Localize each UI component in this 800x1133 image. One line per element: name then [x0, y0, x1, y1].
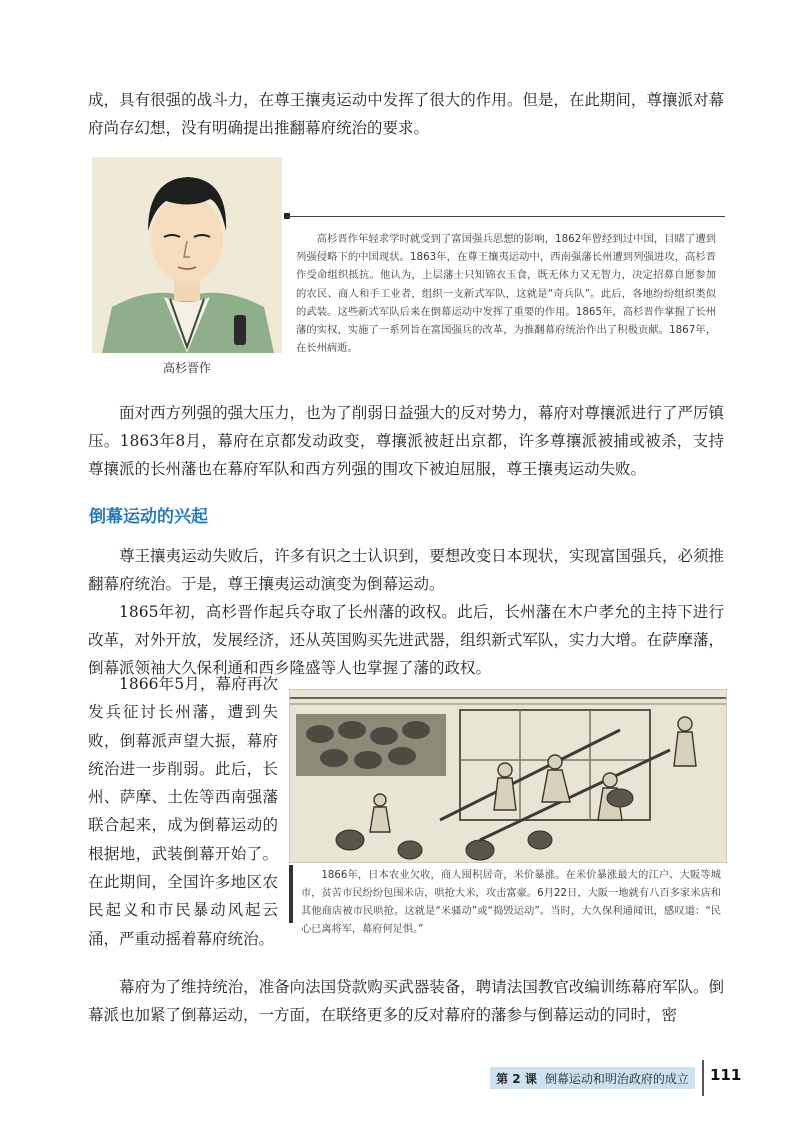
rice-riot-figure — [289, 689, 725, 935]
narrow-paragraph-text: 1866年5月，幕府再次发兵征讨长州藩，遭到失败，倒幕派声望大振，幕府统治进一步削弱。此后，长州、萨摩、土佐等西南强藩联合起来，成为倒幕运动的根据地，武装倒幕开始了。在此期间，全国许多地区农民起义和市民暴动风起云涌，严重动摇着幕府统治。 — [88, 675, 278, 948]
rice-riot-drawing — [290, 690, 726, 862]
footer-separator — [702, 1060, 704, 1096]
caption-divider — [289, 865, 293, 923]
portrait-figure — [92, 157, 282, 377]
footer-lesson-label: 第 2 课 — [496, 1071, 537, 1086]
section-body — [88, 542, 724, 682]
page-number: 111 — [710, 1066, 742, 1084]
final-paragraph-text: 幕府为了维持统治，准备向法国贷款购买武器装备，聘请法国教官改编训练幕府军队。倒幕派也加紧了倒幕运动，一方面，在联络更多的反对幕府的藩参与倒幕运动的同时，密 — [88, 978, 724, 1024]
top-paragraph — [88, 86, 724, 142]
narrow-paragraph — [88, 670, 278, 953]
sidebar-divider — [287, 216, 725, 217]
suppression-paragraph — [88, 399, 724, 483]
section-paragraph-1: 尊王攘夷运动失败后，许多有识之士认识到，要想改变日本现状，实现富国强兵，必须推翻幕府统治。于是，尊王攘夷运动演变为倒幕运动。 — [88, 547, 724, 593]
final-paragraph — [88, 973, 724, 1029]
sidebar-note-text: 高杉晋作年轻求学时就受到了富国强兵思想的影响，1862年曾经到过中国，目睹了遭到列强侵略下的中国现状。1863年，在尊王攘夷运动中，西南强藩长州遭到列强进攻，高杉晋作受命组织抵抗。他认为，上层藩士只知锦衣玉食，既无体力又无智力，决定招募自愿参加的农民、商人和手工业者，组织一支新式军队，这就是“奇兵队”。此后，各地纷纷组织类似的武装。这些新式军队后来在倒幕运动中发挥了重要的作用。1865年，高杉晋作掌握了长州藩的实权，实施了一系列旨在富国强兵的改革，为推翻幕府统治作出了积极贡献。1867年，在长州病逝。 — [296, 233, 716, 355]
portrait-caption: 高杉晋作 — [162, 361, 211, 375]
suppression-paragraph-text: 面对西方列强的强大压力，也为了削弱日益强大的反对势力，幕府对尊攘派进行了严厉镇压。1863年8月，幕府在京都发动政变，尊攘派被赶出京都，许多尊攘派被捕或被杀，支持尊攘派的长州藩也在幕府军队和西方列强的围攻下被迫屈服，尊王攘夷运动失败。 — [88, 404, 724, 478]
section-heading: 倒幕运动的兴起 — [89, 507, 208, 527]
takasugi-portrait-image — [92, 157, 282, 353]
section-paragraph-2: 1865年初，高杉晋作起兵夺取了长州藩的政权。此后，长州藩在木户孝允的主持下进行改革，对外开放，发展经济，还从英国购买先进武器，组织新式军队，实力大增。在萨摩藩，倒幕派领袖大久保利通和西乡隆盛等人也掌握了藩的政权。 — [88, 603, 724, 677]
portrait-drawing — [92, 157, 282, 353]
footer-lesson-band — [490, 1067, 695, 1089]
footer-lesson-title: 倒幕运动和明治政府的成立 — [544, 1071, 689, 1086]
rice-riot-illustration — [289, 689, 727, 863]
top-paragraph-text: 成，具有很强的战斗力，在尊王攘夷运动中发挥了很大的作用。但是，在此期间，尊攘派对幕府尚存幻想，没有明确提出推翻幕府统治的要求。 — [88, 91, 724, 137]
illustration-caption: 1866年，日本农业欠收，商人囤积居奇，米价暴涨。在米价暴涨最大的江户、大阪等城市，贫苦市民纷纷包围米店，哄抢大米，攻击富豪。6月22日，大阪一地就有八百多家米店和其他商店被市民哄抢。这就是“米骚动”或“捣毁运动”。当时，大久保利通闻讯，感叹道：“民心已离将军，幕府何足惧。” — [301, 870, 721, 935]
